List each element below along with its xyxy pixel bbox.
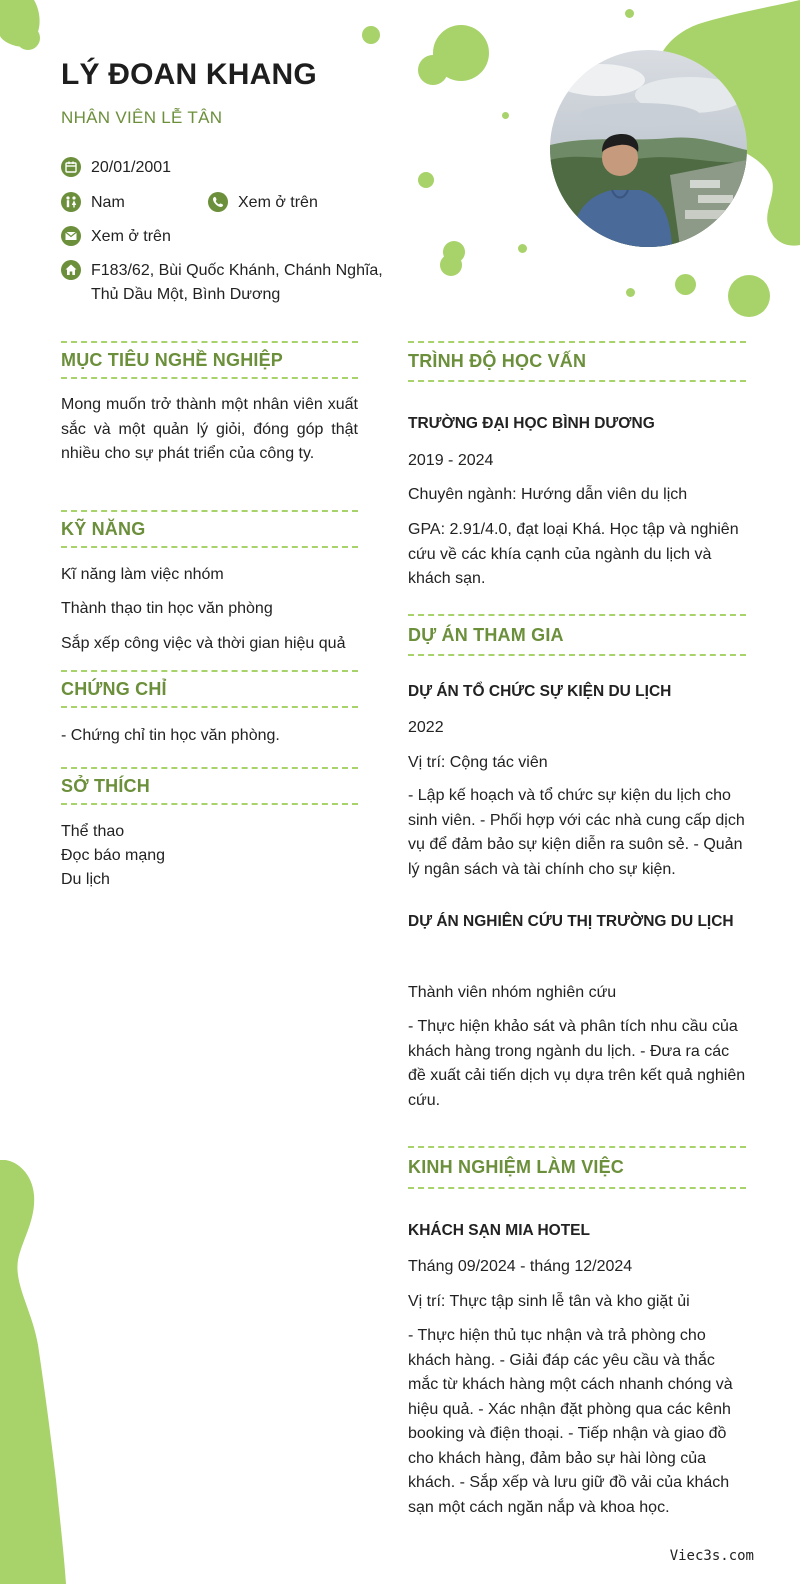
candidate-name: LÝ ĐOAN KHANG [61,58,317,91]
watermark: Viec3s.com [669,1548,754,1564]
objective-heading-text: MỤC TIÊU NGHỀ NGHIỆP [61,349,284,370]
email-value: Xem ở trên [91,228,171,245]
experience-detail: - Thực hiện thủ tục nhận và trả phòng cho khách hàng. - Giải đáp các yêu cầu và thắc mắc từ khách hàng một cách nhanh chóng và hiệu quả. - Xác nhận đặt phòng qua các kênh booking và điện thoại. - Tiếp nhận và giao đồ cho khách hàng, đảm bảo sự hài lòng của khách. - Sắp xếp và lưu giữ đồ vải của khách sạn một cách ngăn nắp và khoa học. [408,1327,733,1516]
experience-heading-text: KINH NGHIỆM LÀM VIỆC [408,1157,625,1177]
project-detail: - Thực hiện khảo sát và phân tích nhu cầu của khách hàng trong ngành du lịch. - Đưa ra các đề xuất cải tiến dịch vụ dựa trên kết quả nghiên cứu. [408,1018,746,1109]
decor-dot [518,244,527,253]
education-heading [408,341,746,382]
project-position: Vị trí: Cộng tác viên [408,754,548,771]
decor-dot [675,274,696,295]
left-wave-shape [0,1160,70,1584]
project-detail: - Lập kế hoạch và tổ chức sự kiện du lịch cho sinh viên. - Phối hợp với các nhà cung cấp dịch vụ để đảm bảo sự kiện diễn ra suôn sẻ. - Quản lý ngân sách và tài chính cho sự kiện. [408,787,745,878]
email-row [61,225,171,249]
gender-icon [61,192,81,212]
birthday-row [61,156,171,180]
decor-dot [502,112,509,119]
decor-dot [418,55,448,85]
calendar-icon [61,157,81,177]
phone-icon [208,192,228,212]
decor-dot [362,26,380,44]
skills-heading-text: KỸ NĂNG [61,518,146,539]
hobby-item: Thể thao [61,823,125,840]
project-position: Thành viên nhóm nghiên cứu [408,984,617,1001]
skills-heading [61,510,358,548]
objective-text: Mong muốn trở thành một nhân viên xuất sắc và một quản lý giỏi, đóng góp thật nhiều cho sự phát triển của công ty. [61,396,358,462]
project-year: 2022 [408,719,444,736]
address-row [61,259,401,307]
gender-row [61,191,125,215]
experience-period: Tháng 09/2024 - tháng 12/2024 [408,1258,633,1275]
profile-photo [550,50,747,247]
certificate-item: - Chứng chỉ tin học văn phòng. [61,727,280,744]
skill-item: Thành thạo tin học văn phòng [61,600,273,617]
gender-value: Nam [91,194,125,211]
top-left-blob [0,0,60,60]
experience-company: KHÁCH SẠN MIA HOTEL [408,1222,590,1239]
certificates-heading [61,670,358,708]
birthday-value: 20/01/2001 [91,159,172,176]
hobbies-heading [61,767,358,805]
education-detail: GPA: 2.91/4.0, đạt loại Khá. Học tập và nghiên cứu về các khía cạnh của ngành du lịch và khách sạn. [408,521,739,587]
projects-heading-text: DỰ ÁN THAM GIA [408,624,564,645]
hobby-item: Du lịch [61,871,110,888]
project-name: DỰ ÁN NGHIÊN CỨU THỊ TRƯỜNG DU LỊCH [408,913,734,930]
education-period: 2019 - 2024 [408,452,494,469]
skill-item: Sắp xếp công việc và thời gian hiệu quả [61,635,346,652]
experience-position: Vị trí: Thực tập sinh lễ tân và kho giặt ủi [408,1293,690,1310]
skill-item: Kĩ năng làm việc nhóm [61,566,224,583]
home-icon [61,260,81,280]
job-title: NHÂN VIÊN LỄ TÂN [61,108,223,127]
experience-heading [408,1146,746,1189]
hobby-item: Đọc báo mạng [61,847,166,864]
decor-dot [626,288,635,297]
education-school: TRƯỜNG ĐẠI HỌC BÌNH DƯƠNG [408,415,655,432]
education-heading-text: TRÌNH ĐỘ HỌC VẤN [408,351,587,371]
education-major: Chuyên ngành: Hướng dẫn viên du lịch [408,486,688,503]
certificates-heading-text: CHỨNG CHỈ [61,678,167,699]
email-icon [61,226,81,246]
decor-dot [625,9,634,18]
phone-row [208,191,318,215]
hobbies-heading-text: SỞ THÍCH [61,775,150,796]
phone-value: Xem ở trên [238,194,318,211]
projects-heading [408,614,746,656]
objective-heading [61,341,358,379]
decor-dot [418,172,434,188]
address-value: F183/62, Bùi Quốc Khánh, Chánh Nghĩa, Thủ Dầu Một, Bình Dương [91,262,383,303]
project-name: DỰ ÁN TỔ CHỨC SỰ KIỆN DU LỊCH [408,683,672,700]
decor-dot [728,275,770,317]
decor-dot [440,254,462,276]
